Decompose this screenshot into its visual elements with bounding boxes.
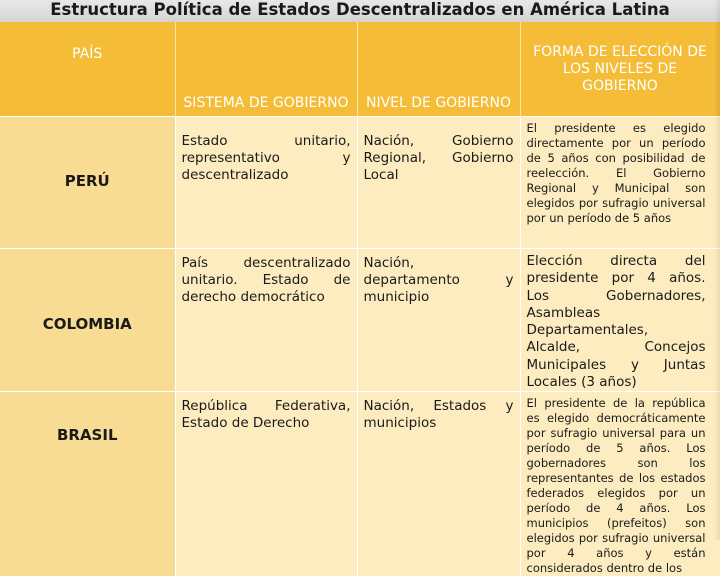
header-election: FORMA DE ELECCIÓN DE LOS NIVELES DE GOBIERNO — [520, 22, 720, 117]
country-name: BRASIL — [56, 426, 118, 445]
system-cell — [175, 117, 357, 249]
country-cell — [0, 392, 175, 576]
system-text: República Federativa, Estado de Derecho — [181, 398, 351, 432]
system-cell — [175, 249, 357, 392]
level-cell — [357, 392, 520, 576]
level-text: Nación, Gobierno Regional, Gobierno Local — [363, 133, 514, 183]
header-level: NIVEL DE GOBIERNO — [357, 22, 520, 117]
edge-shadow — [714, 0, 720, 540]
election-cell — [520, 249, 720, 392]
election-text: El presidente es elegido directamente por un período de 5 años con posibilidad de reelección. El Gobierno Regional y Municipal son elegidos por sufragio universal por un período de 5 años — [526, 121, 706, 225]
election-cell — [520, 117, 720, 249]
table-row — [0, 117, 720, 249]
election-cell — [520, 392, 720, 576]
country-cell — [0, 249, 175, 392]
table-header-row — [0, 22, 720, 117]
government-structure-table — [0, 22, 720, 576]
system-text: Estado unitario, representativo y descentralizado — [181, 133, 351, 183]
election-text: El presidente de la república es elegido democráticamente por sufragio universal para un período de 5 años. Los gobernadores son los representantes de los estados federados elegidos por un período de 4 años. Los municipios (prefeitos) son elegidos por sufragio universal por 4 años y están considerados dentro de los — [526, 396, 706, 576]
system-cell — [175, 392, 357, 576]
table-row — [0, 249, 720, 392]
table-row — [0, 392, 720, 576]
page-title: Estructura Política de Estados Descentralizados en América Latina — [0, 0, 720, 22]
election-text: Elección directa del presidente por 4 años. Los Gobernadores, Asambleas Departamentales, Alcalde, Concejos Municipales y Juntas Locales (3 años) — [526, 253, 706, 391]
country-name: PERÚ — [64, 172, 110, 190]
system-text: País descentralizado unitario. Estado de derecho democrático — [181, 255, 351, 305]
header-country: PAÍS — [0, 22, 175, 117]
header-system: SISTEMA DE GOBIERNO — [175, 22, 357, 117]
country-name: COLOMBIA — [42, 315, 132, 334]
level-text: Nación, Estados y municipios — [363, 398, 514, 432]
level-cell — [357, 249, 520, 392]
country-cell — [0, 117, 175, 249]
level-cell — [357, 117, 520, 249]
level-text: Nación, departamento y municipio — [363, 255, 514, 305]
